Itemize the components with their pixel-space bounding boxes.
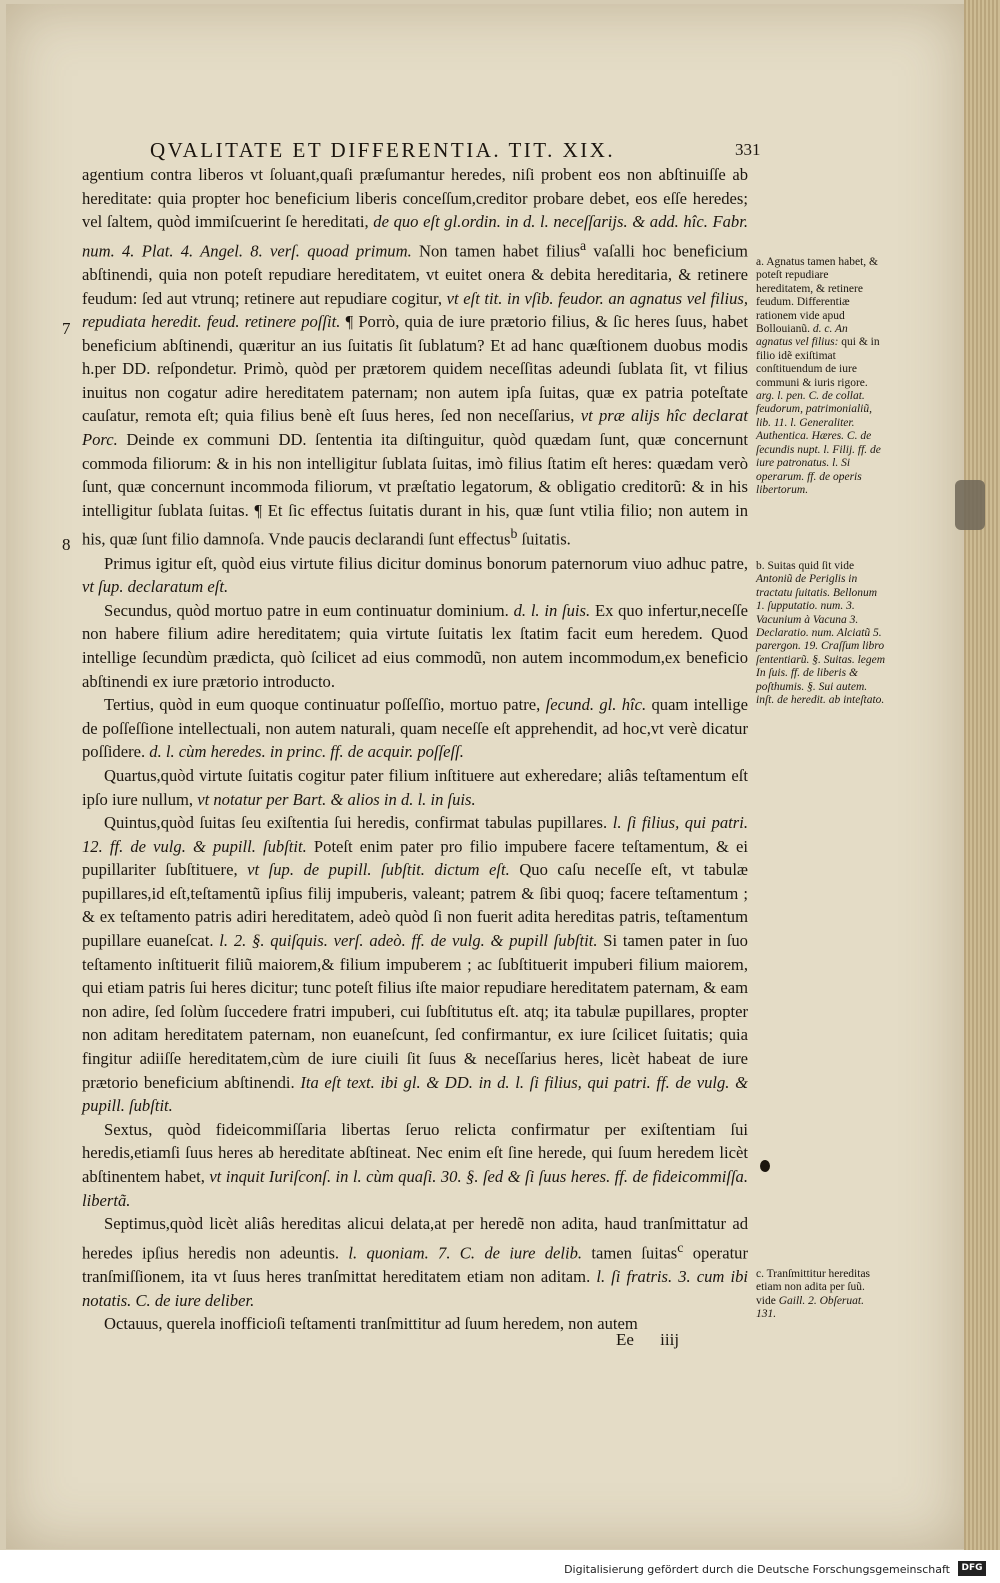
margin-note-c: c. Tranſmittitur hereditas etiam non adita per ſuũ. vide Gaill. 2. Obſeruat. 131. — [756, 1268, 871, 1321]
folio-number: 331 — [735, 140, 761, 159]
paragraph: Secundus, quòd mortuo patre in eum continuatur dominium. d. l. in ſuis. Ex quo infertur,neceſſe non habere filium adire hereditatem; quia virtute ſuitatis lex ſtatim facit eum heredem. Quod intellige ſecundùm prædicta, quò ſcilicet ad eius commodũ, non autem incommodum,ex beneficio abſtinendi ex iure prætorio introducto. — [82, 600, 749, 691]
page-edge — [964, 0, 1000, 1550]
margin-note-b: b. Suitas quid ſit vide Antoniũ de Periglis in tractatu ſuitatis. Bellonum 1. ſupputatio. num. 3. Vacunium à Vacuna 3. Declaratio. num. Alciatũ 5. parergon. 19. Craſſum libro ſententiarũ. §. Suitas. legem In ſuis. ff. de liberis & poſthumis. §. Sui autem. inſt. de heredit. ab inteſtato. — [756, 560, 886, 707]
paragraph: Primus igitur eſt, quòd eius virtute filius dicitur dominus bonorum paternorum viuo adhuc patre, vt ſup. declaratum eſt. — [82, 553, 748, 597]
paragraph: Quintus,quòd ſuitas ſeu exiſtentia ſui heredis, confirmat tabulas pupillares. l. ſi filius, qui patri. 12. ff. de vulg. & pupill. ſubſtit. Poteſt enim pater pro filio impubere facere teſtamentum, & ei pupillariter ſubſtituere, vt ſup. de pupill. ſubſtit. dictum eſt. Quo caſu neceſſe eſt, vt tabulæ pupillares,id eſt,teſtamentũ ipſius filij impuberis, valeant; patrem & ſibi quoq; facere teſtamentum ; & ex teſtamento patris adiri hereditatem, adeò quòd ſi non fuerit adita hereditas patris, teſtamentum pupillare euaneſcat. l. 2. §. quiſquis. verſ. adeò. ff. de vulg. & pupill ſubſtit. Si tamen pater in ſuo teſtamento inſtituerit filiũ maiorem,& filium impuberem ; ac ſubſtituerit impuberi filium maiorem, qui etiam patris ſui heres dicitur; tunc poteſt filius iſte maior repudiare hereditatem paternam, & eam non adire, ſed ſolùm ſuccedere fratri impuberi, cui ſubſtitutus eſt. atq; ita tabulæ pupillares, propter non aditam hereditatem paternam, non euaneſcunt, ſed confirmantur, ex iure ſcilicet ſuitatis; quia fingitur adiiſſe hereditatem,cùm de iure ciuili ſit ſuus & neceſſarius heres, licèt habeat de iure prætorio beneficium abſtinendi. Ita eſt text. ibi gl. & DD. in d. l. ſi filius, qui patri. ff. de vulg. & pupill. ſubſtit. — [82, 813, 749, 1116]
section-number-8: 8 — [62, 535, 71, 554]
section-number-7: 7 — [62, 319, 71, 338]
dfg-logo: DFG — [958, 1561, 986, 1576]
running-title: QVALITATE ET DIFFERENTIA. TIT. XIX. — [150, 138, 616, 162]
paragraph: agentium contra liberos vt ſoluant,quaſi præſumantur heredes, niſi probent eos non abſtinuiſſe ab hereditate: quia propter hoc beneficium liberis conceſſum,creditor probare debet, eos eſſe heredes; vel ſaltem, quòd immiſcuerint ſe hereditati, de quo eſt gl.ordin. in d. l. neceſſarijs. & add. hîc. Fabr. num. 4. Plat. 4. Angel. 8. verſ. quoad primum. Non tamen habet filius$^a$ vaſalli hoc beneficium abſtinendi, quia non poteſt repudiare hereditatem, vt euitet onera & debita hereditaria, & retinere feudum: ſed aut vtrunq; retinere aut repudiare cogitur, vt eſt tit. in vſib. feudor. an agnatus vel filius, repudiata heredit. feud. retinere poſſit. ¶ Porrò, quia de iure prætorio filius, & ſic heres ſuus, habet beneficium abſtinendi, quæritur an ius ſuitatis ſit ſublatum? Et ad hanc quæſtionem duobus modis h.per DD. reſpondetur. Primò, quòd per prætorem quidem neceſſitas adeundi ſublata ſit, vt filius inuitus non cogatur adire hereditatem paternam; non autem ipſa ſuitas, quæ ex patria poteſtate cauſatur, remota eſt; quia filius benè eſt ſuus heres, ſed non neceſſarius, vt præ alijs hîc declarat Porc. Deinde ex communi DD. ſententia ita diſtinguitur, quòd quædam ſunt, quæ concernunt commoda filiorum: & in his non intelligitur ſublata ſuitas, imò filius ſtatim eſt heres: quædam verò ſunt, quæ concernunt incommoda filiorum, vt præſtatio legatorum, & obligatio creditorũ: & in his intelligitur ſublata ſuitas. ¶ Et ſic effectus ſuitatis durant in his, quæ ſunt vtilia filio; non autem in his, quæ ſunt filio damnoſa. Vnde paucis declarandi ſunt effectus$^b$ ſuitatis. — [82, 165, 749, 549]
paragraph: Septimus,quòd licèt aliâs hereditas alicui delata,at per heredẽ non adita, haud tranſmittatur ad heredes ipſius heredis non adeuntis. l. quoniam. 7. C. de iure delib. tamen ſuitas$^c$ operatur tranſmiſſionem, ita vt ſuus heres tranſmittat hereditatem etiam non aditam. l. ſi fratris. 3. cum ibi notatis. C. de iure deliber. — [82, 1214, 749, 1310]
margin-note-a: a. Agnatus tamen habet, & poteſt repudiare hereditatem, & retinere feudum. Differentiæ rationem vide apud Bollouianũ. d. c. An agnatus vel filius: qui & in filio idẽ exiſtimat conſtituendum de iure communi & iuris rigore. arg. l. pen. C. de collat. feudorum, patrimonialiũ, lib. 11. l. Generaliter. Authentica. Hæres. C. de ſecundis nupt. l. Filij. ff. de iure patronatus. l. Si operarum. ff. de operis libertorum. — [756, 256, 881, 496]
catchword-signature: Ee iiij — [616, 1330, 680, 1349]
paragraph: Tertius, quòd in eum quoque continuatur poſſeſſio, mortuo patre, ſecund. gl. hîc. quam intellige de poſſeſſione intellectuali, non autem naturali, quam neceſſe eſt apprehendit, ad hoc,vt verè dicatur poſſidere. d. l. cùm heredes. in princ. ff. de acquir. poſſeſſ. — [82, 695, 749, 762]
paragraph: Sextus, quòd fideicommiſſaria libertas ſeruo relicta confirmatur per exiſtentiam ſui heredis,etiamſi ſuus heres ab hereditate abſtineat. Nec enim eſt ſine herede, qui ſuum heredem licèt abſtinentem habet, vt inquit Iuriſconſ. in l. cùm quaſi. 30. §. ſed & ſi ſuus heres. ff. de fideicommiſſa. libertã. — [82, 1119, 748, 1210]
main-text — [82, 163, 748, 1336]
paragraph: Quartus,quòd virtute ſuitatis cogitur pater filium inſtituere aut exheredare; aliâs teſtamentum eſt ipſo iure nullum, vt notatur per Bart. & alios in d. l. in ſuis. — [82, 765, 748, 809]
funding-credit: Digitalisierung gefördert durch die Deutsche Forschungsgemeinschaft — [564, 1563, 950, 1576]
page-clip — [955, 480, 985, 530]
ink-blot — [760, 1160, 770, 1172]
paragraph: Octauus, querela inofficioſi teſtamenti tranſmittitur ad ſuum heredem, non autem — [104, 1314, 638, 1334]
